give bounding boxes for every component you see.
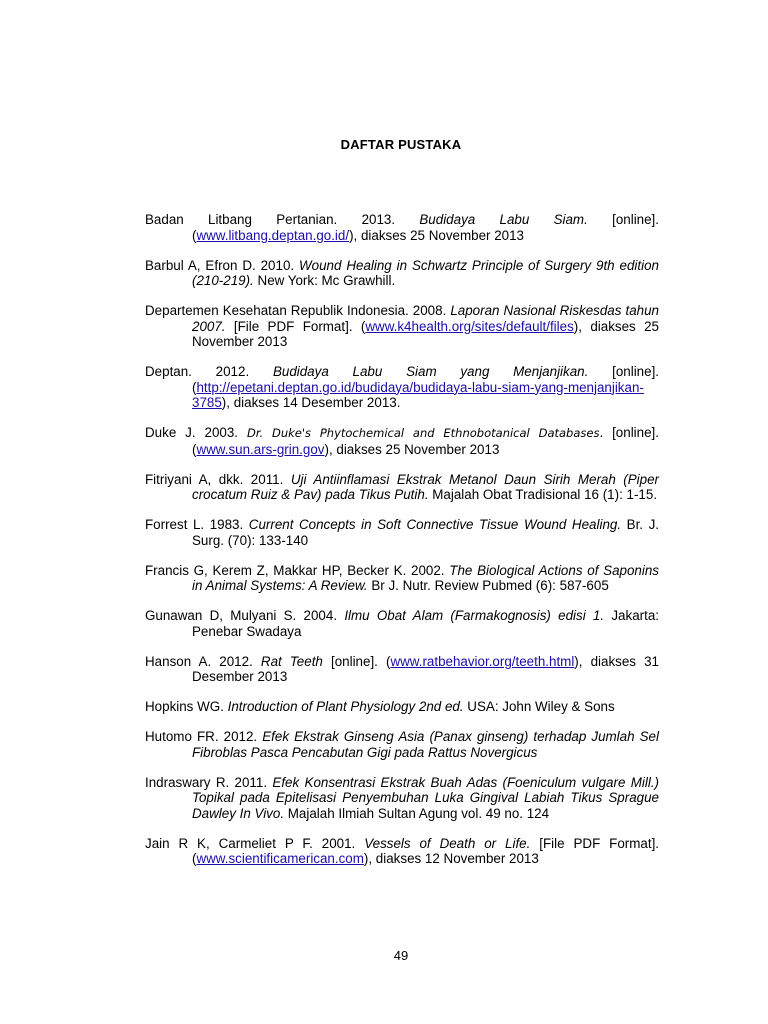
reference-title: Budidaya Labu Siam yang Menjanjikan. xyxy=(272,364,589,379)
reference-entry xyxy=(145,729,659,760)
reference-link[interactable]: www.scientificamerican.com xyxy=(196,851,364,866)
reference-entry xyxy=(145,364,659,411)
reference-title: Current Concepts in Soft Connective Tissue Wound Healing. xyxy=(248,517,622,532)
reference-authors-year: Hopkins WG. xyxy=(145,699,228,714)
reference-entry xyxy=(145,608,659,639)
reference-link[interactable]: www.litbang.deptan.go.id/ xyxy=(196,227,350,243)
reference-source: USA: John Wiley & Sons xyxy=(463,699,615,714)
reference-title: Ilmu Obat Alam (Farmakognosis) edisi 1. xyxy=(344,608,605,623)
reference-title: Efek Konsentrasi Ekstrak Buah Adas (Foeniculum vulgare Mill.) Topikal pada Epitelisasi Penyembuhan Luka Gingival Labiah Tikus Sprague Dawley In Vivo. xyxy=(192,774,659,821)
reference-link[interactable]: www.k4health.org/sites/default/files xyxy=(365,318,574,334)
reference-link[interactable]: www.sun.ars-grin.gov xyxy=(196,441,325,457)
reference-title: Uji Antiinflamasi Ekstrak Metanol Daun Sirih Merah (Piper crocatum Ruiz & Pav) pada Tikus Putih. xyxy=(192,471,659,502)
reference-title: Vessels of Death or Life. xyxy=(364,835,531,851)
reference-entry xyxy=(145,258,659,289)
reference-list xyxy=(145,212,659,881)
reference-source: . [online]. ( xyxy=(192,425,659,457)
reference-entry xyxy=(145,425,659,457)
reference-source: Majalah Ilmiah Sultan Agung vol. 49 no. 124 xyxy=(284,805,550,821)
reference-authors-year: Departemen Kesehatan Republik Indonesia. 2008. xyxy=(145,303,451,318)
reference-authors-year: Barbul A, Efron D. 2010. xyxy=(145,257,300,273)
reference-authors-year: Fitriyani A, dkk. 2011. xyxy=(145,471,291,487)
reference-entry xyxy=(145,775,659,822)
reference-source: [online]. ( xyxy=(322,653,391,669)
reference-source: New York: Mc Grawhill. xyxy=(253,273,396,288)
reference-access-date: ), diakses 31 Desember 2013 xyxy=(192,653,659,684)
reference-entry xyxy=(145,472,659,503)
reference-link[interactable]: www.ratbehavior.org/teeth.html xyxy=(390,653,575,669)
reference-access-date: ), diakses 25 November 2013 xyxy=(324,441,500,457)
page-title: DAFTAR PUSTAKA xyxy=(340,137,462,152)
reference-authors-year: Hutomo FR. 2012. xyxy=(145,729,263,744)
reference-entry xyxy=(145,212,659,243)
reference-authors-year: Hanson A. 2012. xyxy=(145,653,261,669)
reference-authors-year: Gunawan D, Mulyani S. 2004. xyxy=(145,608,345,623)
reference-access-date: ), diakses 14 Desember 2013. xyxy=(221,395,401,410)
reference-access-date: ), diakses 25 November 2013 xyxy=(349,227,524,243)
reference-entry xyxy=(145,836,659,867)
reference-source: Br. J. Surg. (70): 133-140 xyxy=(192,517,659,548)
reference-source: Jakarta: Penebar Swadaya xyxy=(192,608,659,639)
reference-title: Dr. Duke's Phytochemical and Ethnobotanical Databases xyxy=(246,426,600,440)
reference-title: Budidaya Labu Siam. xyxy=(419,212,588,227)
reference-access-date: ), diakses 25 November 2013 xyxy=(192,318,659,349)
reference-title: The Biological Actions of Saponins in Animal Systems: A Review. xyxy=(192,562,659,593)
reference-authors-year: Indraswary R. 2011. xyxy=(145,774,273,790)
reference-title: Wound Healing in Schwartz Principle of Surgery 9th edition (210-219). xyxy=(192,257,659,288)
reference-authors-year: Francis G, Kerem Z, Makkar HP, Becker K. 2002. xyxy=(145,562,450,578)
reference-entry xyxy=(145,654,659,685)
reference-link[interactable]: http://epetani.deptan.go.id/budidaya/budidaya-labu-siam-yang-menjanjikan-3785 xyxy=(192,379,644,410)
reference-access-date: ), diakses 12 November 2013 xyxy=(363,851,539,866)
reference-source: [online]. ( xyxy=(192,212,660,243)
reference-entry xyxy=(145,517,659,548)
reference-source: [File PDF Format]. ( xyxy=(192,835,660,866)
reference-authors-year: Deptan. 2012. xyxy=(145,364,273,379)
reference-authors-year: Badan Litbang Pertanian. 2013. xyxy=(145,212,420,227)
reference-title: Laporan Nasional Riskesdas tahun 2007. xyxy=(192,303,659,334)
reference-authors-year: Jain R K, Carmeliet P F. 2001. xyxy=(145,835,365,851)
page-number: 49 xyxy=(393,948,409,963)
reference-title: Rat Teeth xyxy=(260,653,323,669)
reference-source: [online]. ( xyxy=(192,364,660,395)
reference-title: Introduction of Plant Physiology 2nd ed. xyxy=(227,699,464,714)
reference-source: Br J. Nutr. Review Pubmed (6): 587-605 xyxy=(367,578,609,593)
reference-title: Efek Ekstrak Ginseng Asia (Panax ginseng) terhadap Jumlah Sel Fibroblas Pasca Pencabutan Gigi pada Rattus Novergicus xyxy=(192,729,659,760)
reference-entry xyxy=(145,699,659,715)
reference-authors-year: Forrest L. 1983. xyxy=(145,517,249,532)
reference-source: [File PDF Format]. ( xyxy=(225,318,366,334)
reference-source: Majalah Obat Tradisional 16 (1): 1-15. xyxy=(428,487,658,502)
reference-authors-year: Duke J. 2003. xyxy=(145,425,247,440)
reference-entry xyxy=(145,563,659,594)
reference-entry xyxy=(145,303,659,350)
